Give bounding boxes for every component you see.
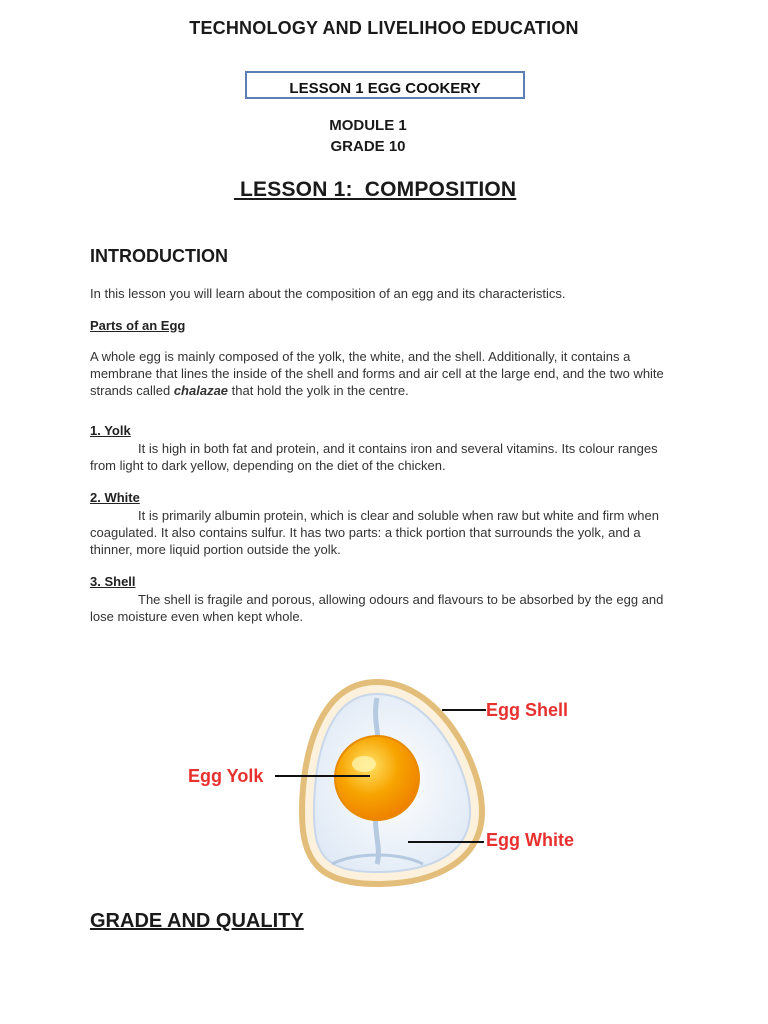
yolk-heading: 1. Yolk xyxy=(90,423,131,438)
white-text: It is primarily albumin protein, which is clear and soluble when raw but white and firm when coagulated. It also contains sulfur. It has two parts: a thick portion that surrounds the yolk, and a thinner, more liquid portion outside the yolk. xyxy=(90,508,659,557)
egg-yolk-label: Egg Yolk xyxy=(188,766,264,786)
introduction-text: In this lesson you will learn about the composition of an egg and its characteristics. xyxy=(90,286,566,301)
shell-text-block xyxy=(90,591,680,625)
module-label: MODULE 1 xyxy=(329,117,407,134)
lesson-title-box: LESSON 1 EGG COOKERY xyxy=(245,71,525,99)
shell-text: The shell is fragile and porous, allowing odours and flavours to be absorbed by the egg and lose moisture even when kept whole. xyxy=(90,592,664,624)
parts-of-egg-heading: Parts of an Egg xyxy=(90,318,186,333)
yolk-text: It is high in both fat and protein, and it contains iron and several vitamins. Its colour ranges from light to dark yellow, depending on the diet of the chicken. xyxy=(90,441,658,473)
chalazae-term: chalazae xyxy=(173,383,229,398)
grade-label: GRADE 10 xyxy=(330,138,406,155)
parts-text-after: that hold the yolk in the centre. xyxy=(228,383,409,398)
egg-yolk-shape xyxy=(335,736,419,820)
egg-white-label: Egg White xyxy=(486,830,574,850)
yolk-text-block xyxy=(90,440,680,474)
document-title: TECHNOLOGY AND LIVELIHOO EDUCATION xyxy=(189,18,579,38)
egg-diagram xyxy=(180,672,600,892)
shell-heading: 3. Shell xyxy=(90,574,136,589)
white-text-block xyxy=(90,507,680,558)
white-heading: 2. White xyxy=(90,490,140,505)
lesson-heading: LESSON 1: COMPOSITION xyxy=(234,178,517,201)
introduction-heading: INTRODUCTION xyxy=(90,246,228,266)
parts-of-egg-text xyxy=(90,348,680,399)
parts-text-before: A whole egg is mainly composed of the yolk, the white, and the shell. Additionally, it contains a membrane that lines the inside of the shell and forms and air cell at the large end, and the two white strands called xyxy=(90,349,664,398)
yolk-highlight xyxy=(352,756,376,772)
grade-quality-heading: GRADE AND QUALITY xyxy=(90,910,304,932)
egg-shell-label: Egg Shell xyxy=(486,700,569,720)
